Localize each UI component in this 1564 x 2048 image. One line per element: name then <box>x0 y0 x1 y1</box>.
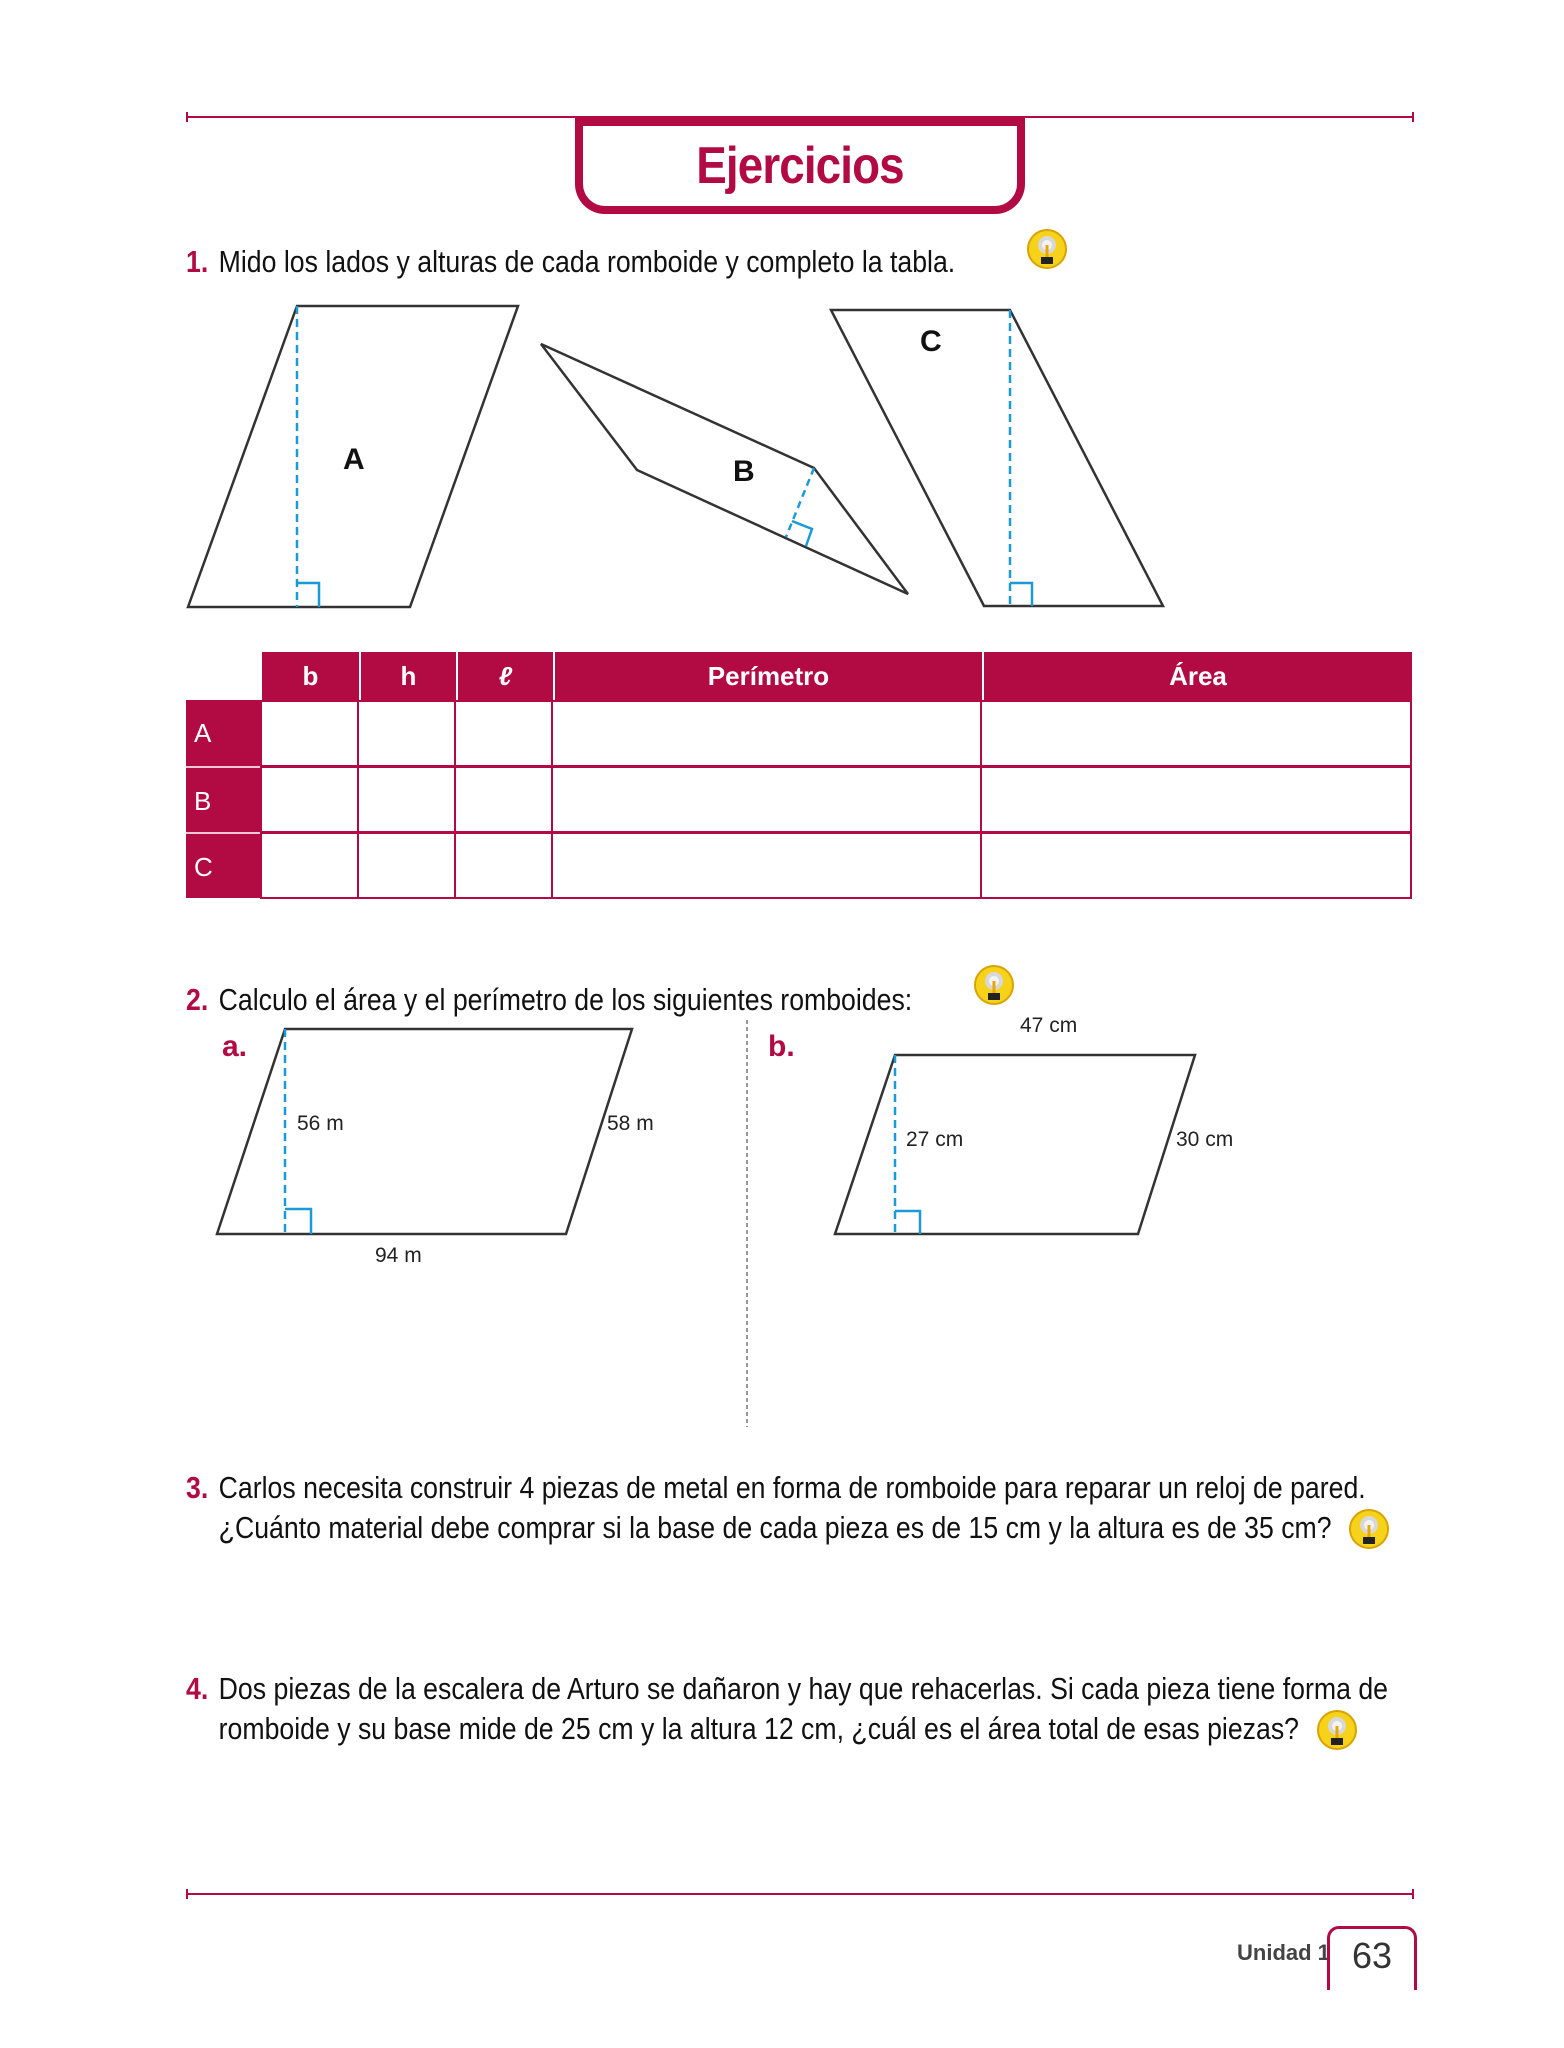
exercise-2-number: 2. <box>186 982 209 1017</box>
dimension-2a-height: 56 m <box>297 1112 344 1135</box>
exercise-3-number: 3. <box>186 1470 209 1505</box>
exercise-4-line-2: romboide y su base mide de 25 cm y la altura 12 cm, ¿cuál es el área total de esas piezas? <box>218 1711 1299 1746</box>
rhomboid-2a <box>217 1029 632 1234</box>
exercise-1-text: Mido los lados y alturas de cada romboide y completo la tabla. <box>218 244 956 279</box>
rhomboid-2b <box>835 1055 1195 1234</box>
header-l: ℓ <box>456 652 553 700</box>
row-label-a: A <box>186 700 262 766</box>
section-title: Ejercicios <box>696 137 904 195</box>
exercise-4-line-1: Dos piezas de la escalera de Arturo se dañaron y hay que rehacerlas. Si cada pieza tiene forma de <box>218 1671 1388 1706</box>
right-angle-2b <box>895 1211 920 1234</box>
exercise-3-prompt <box>186 1468 1366 1548</box>
bottom-rule-cap-left <box>186 1889 188 1899</box>
header-perimetro: Perímetro <box>553 652 982 700</box>
page-number-box <box>1327 1926 1417 1990</box>
right-angle-2a <box>285 1209 311 1234</box>
dimension-2b-height: 27 cm <box>906 1128 964 1151</box>
header-area: Área <box>982 652 1412 700</box>
exercise-2-text: Calculo el área y el perímetro de los siguientes romboides: <box>218 982 913 1017</box>
dimension-2b-base: 47 cm <box>1020 1014 1078 1037</box>
header-h: h <box>359 652 456 700</box>
dimension-2a-base: 94 m <box>375 1244 422 1267</box>
lightbulb-icon <box>1315 1709 1359 1753</box>
header-b: b <box>302 661 319 691</box>
dimension-2a-side: 58 m <box>607 1112 654 1135</box>
exercise-3-line-2: ¿Cuánto material debe comprar si la base de cada pieza es de 15 cm y la altura es de 35 cm? <box>218 1510 1332 1545</box>
shape-label-b: B <box>733 455 755 488</box>
row-label-b: B <box>186 766 262 832</box>
bottom-rule-cap-right <box>1412 1889 1414 1899</box>
bottom-rule <box>186 1893 1414 1895</box>
exercise-2a-label: a. <box>222 1030 248 1063</box>
row-label-c: C <box>186 832 262 898</box>
exercise-4-prompt <box>186 1669 1388 1749</box>
unit-label: Unidad 1 <box>1237 1940 1330 1965</box>
exercise-2b-label: b. <box>768 1030 795 1063</box>
exercise-4-number: 4. <box>186 1671 209 1706</box>
exercise-1-number: 1. <box>186 244 209 279</box>
shape-label-c: C <box>920 325 942 358</box>
page-number: 63 <box>1351 1935 1393 1976</box>
dimension-2b-side: 30 cm <box>1176 1128 1234 1151</box>
shape-label-a: A <box>343 443 365 476</box>
lightbulb-icon <box>1347 1508 1391 1552</box>
exercise-3-line-1: Carlos necesita construir 4 piezas de metal en forma de romboide para reparar un reloj de pared. <box>218 1470 1366 1505</box>
